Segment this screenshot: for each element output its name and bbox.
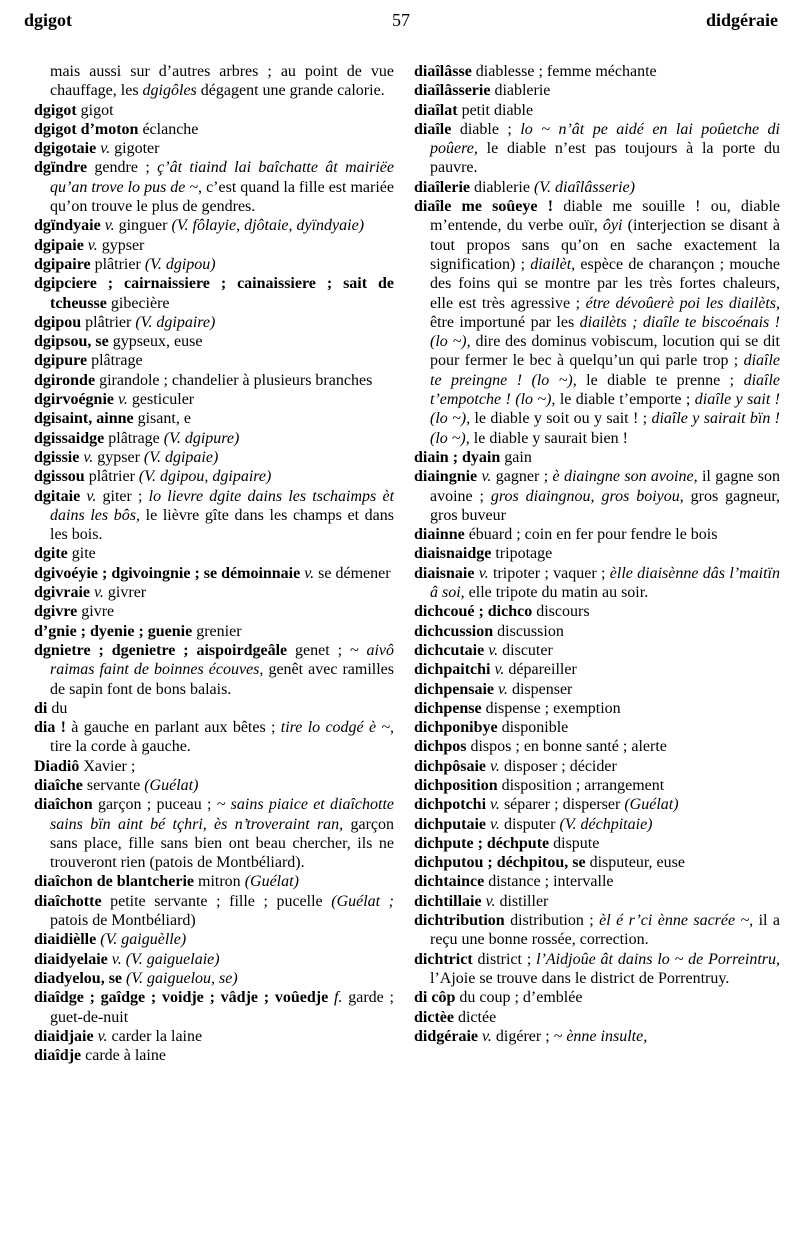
definition-text: il a reçu une bonne rossée, correction. bbox=[430, 912, 780, 949]
italic-text: ~ sains piaice et diaîchotte sains bïn aint bé tçhri, ès n’troveraint ran, bbox=[50, 796, 394, 833]
headword: dichpense bbox=[414, 699, 482, 717]
headword: dichtribution bbox=[414, 912, 505, 930]
headword: dgite bbox=[34, 545, 68, 563]
definition-text: du bbox=[47, 699, 68, 717]
italic-text: v. bbox=[490, 757, 500, 775]
definition-text: givrer bbox=[103, 584, 147, 602]
definition-text: plâtrier bbox=[84, 468, 139, 486]
dictionary-entry bbox=[414, 892, 780, 911]
headword: didgéraie bbox=[414, 1027, 478, 1045]
headword: dgivoéyie ; dgivoingnie ; se démoinnaie bbox=[34, 564, 301, 582]
definition-text: gypser bbox=[93, 448, 144, 466]
headword: dgironde bbox=[34, 371, 96, 389]
headword: dgissaidge bbox=[34, 429, 105, 447]
italic-text: (V. déchpitaie) bbox=[559, 815, 653, 833]
definition-text: gain bbox=[500, 448, 532, 466]
definition-text: ébuard ; coin en fer pour fendre le bois bbox=[464, 526, 718, 544]
header-first-entry: dgigot bbox=[24, 10, 73, 30]
italic-text: v. bbox=[97, 1027, 108, 1045]
definition-text: gigoter bbox=[110, 140, 160, 158]
italic-text: (V. gaiguelou, se) bbox=[126, 969, 238, 987]
definition-text: district ; bbox=[472, 950, 537, 968]
headword: dgitaie bbox=[34, 487, 81, 505]
italic-text: (Guélat) bbox=[244, 873, 299, 891]
dictionary-entry bbox=[34, 101, 394, 120]
headword: dichponibye bbox=[414, 719, 498, 737]
headword: dgipou bbox=[34, 313, 82, 331]
definition-text: digérer ; bbox=[491, 1027, 554, 1045]
dictionary-entry bbox=[34, 602, 394, 621]
dictionary-entry bbox=[34, 622, 394, 641]
headword: diaîlerie bbox=[414, 178, 470, 196]
italic-text: ç’ât tiaind lai baîchatte ât mairiëe qu’an trove lo pus de ~, bbox=[50, 159, 394, 196]
dictionary-entry bbox=[414, 660, 780, 679]
headword: diaîche bbox=[34, 776, 83, 794]
dictionary-entry bbox=[414, 680, 780, 699]
definition-text: dégagent une grande calorie. bbox=[196, 82, 385, 100]
definition-text: Xavier ; bbox=[79, 757, 136, 775]
dictionary-entry bbox=[414, 62, 780, 81]
headword: dgipsou, se bbox=[34, 333, 109, 351]
definition-text: tire la corde à gauche. bbox=[50, 738, 191, 756]
definition-text: garde ; guet-de-nuit bbox=[50, 989, 394, 1026]
dictionary-entry bbox=[34, 950, 394, 969]
italic-text: (V. diaîlâsserie) bbox=[533, 178, 635, 196]
dictionary-entry bbox=[34, 467, 394, 486]
dictionary-entry bbox=[414, 641, 780, 660]
italic-text: gros diaingnou, gros boiyou, bbox=[490, 487, 684, 505]
italic-text: (Guélat) bbox=[144, 776, 199, 794]
headword: diaisnaie bbox=[414, 564, 475, 582]
italic-text: (V. fôlayie, djôtaie, dyïndyaie) bbox=[171, 217, 365, 235]
headword: dgissie bbox=[34, 448, 80, 466]
italic-text: diaîle t’empotche ! (lo ~), bbox=[430, 371, 780, 409]
headword: diaidyelaie bbox=[34, 950, 108, 968]
page-number: 57 bbox=[392, 10, 410, 30]
dictionary-entry bbox=[34, 255, 394, 274]
definition-text: disputer bbox=[499, 815, 560, 833]
headword: dgirvoégnie bbox=[34, 391, 114, 409]
headword: diaidièlle bbox=[34, 931, 97, 949]
italic-text: v. bbox=[498, 680, 508, 698]
italic-text: èlle diaisènne dâs l’maitïn â soi, bbox=[430, 564, 780, 602]
dictionary-entry bbox=[34, 371, 394, 390]
headword: dia ! bbox=[34, 719, 66, 737]
definition-text: le diable n’est pas toujours à la porte du pauvre. bbox=[430, 140, 780, 177]
dictionary-entry bbox=[34, 544, 394, 563]
definition-text: du coup ; d’emblée bbox=[455, 989, 583, 1007]
headword: diaisnaidge bbox=[414, 545, 492, 563]
headword: diain ; dyain bbox=[414, 448, 501, 466]
definition-text: l’Ajoie se trouve dans le district de Porrentruy. bbox=[430, 969, 730, 987]
definition-text: dire des dominus vobiscum, locution qui se dit pour fermer le bec à quelqu’un qui parle trop ; bbox=[430, 333, 780, 370]
definition-text: se démener bbox=[314, 564, 391, 582]
definition-text: plâtrier bbox=[81, 313, 136, 331]
definition-text: disponible bbox=[497, 719, 569, 737]
italic-text: v. bbox=[83, 448, 94, 466]
dictionary-entry bbox=[414, 795, 780, 814]
headword: dichtrict bbox=[414, 950, 473, 968]
headword: dgipciere ; cairnaissiere ; cainaissiere ; sait de tcheusse bbox=[34, 275, 394, 312]
definition-text: disposer ; décider bbox=[499, 757, 617, 775]
italic-text: (V. dgipou, dgipaire) bbox=[138, 468, 272, 486]
definition-text: mais aussi sur d’autres arbres ; au point de vue chauffage, les bbox=[50, 63, 394, 100]
dictionary-entry bbox=[414, 718, 780, 737]
italic-text: v. (V. gaiguelaie) bbox=[111, 950, 220, 968]
headword: diainne bbox=[414, 526, 465, 544]
italic-text: v. bbox=[478, 564, 489, 582]
definition-text: genêt avec ramilles de sapin font de bons balais. bbox=[50, 661, 395, 698]
left-column bbox=[34, 62, 394, 1065]
definition-text: diablerie bbox=[469, 178, 534, 196]
headword: dichpute ; déchpute bbox=[414, 834, 550, 852]
dictionary-entry bbox=[414, 950, 780, 989]
dictionary-entry bbox=[414, 622, 780, 641]
dictionary-entry bbox=[414, 564, 780, 603]
italic-text: diailèts ; diaîle te biscoénais ! (lo ~), bbox=[430, 313, 781, 351]
definition-text: servante bbox=[82, 776, 145, 794]
italic-text: v. bbox=[86, 487, 97, 505]
italic-text: tire lo codgé è ~, bbox=[280, 719, 395, 737]
headword: dgivre bbox=[34, 603, 78, 621]
headword: dichputaie bbox=[414, 815, 487, 833]
definition-text: espèce de charançon ; mouche des foins qui se montre par les très fortes chaleurs, elle est très agressive ; bbox=[430, 255, 781, 312]
definition-text: plâtrage bbox=[87, 352, 143, 370]
italic-text: ~ ènne insulte, bbox=[553, 1027, 648, 1045]
dictionary-entry bbox=[34, 332, 394, 351]
italic-text: (V. dgipaire) bbox=[135, 313, 216, 331]
italic-text: lo lievre dgite dains les tschaimps èt dains les bôs, bbox=[50, 487, 395, 524]
headword: diaîle bbox=[414, 120, 452, 138]
headword: dgivraie bbox=[34, 584, 90, 602]
dictionary-entry bbox=[34, 351, 394, 370]
dictionary-entry bbox=[414, 815, 780, 834]
dictionary-entry bbox=[34, 216, 394, 235]
dictionary-entry bbox=[34, 795, 394, 872]
headword: dgïndyaie bbox=[34, 217, 101, 235]
definition-text: dispense ; exemption bbox=[481, 699, 621, 717]
headword: dgissou bbox=[34, 468, 85, 486]
dictionary-entry bbox=[414, 853, 780, 872]
dictionary-entry bbox=[34, 448, 394, 467]
italic-text: v. bbox=[485, 892, 496, 910]
headword: dgïndre bbox=[34, 159, 88, 177]
definition-text: dispos ; en bonne santé ; alerte bbox=[466, 738, 667, 756]
definition-text: elle tripote du matin au soir. bbox=[464, 584, 649, 602]
dictionary-entry bbox=[414, 776, 780, 795]
italic-text: ~ aivô raimas faint de boinnes écouves, bbox=[50, 641, 395, 679]
definition-text: distribution ; bbox=[504, 912, 600, 930]
italic-text: v. bbox=[304, 564, 315, 582]
definition-text: à gauche en parlant aux bêtes ; bbox=[65, 719, 281, 737]
right-column bbox=[414, 62, 780, 1046]
headword: dichcoué ; dichco bbox=[414, 603, 533, 621]
definition-text: le diable te prenne ; bbox=[576, 371, 744, 389]
headword: dichcutaie bbox=[414, 641, 485, 659]
dictionary-entry bbox=[414, 988, 780, 1007]
headword: diaingnie bbox=[414, 468, 478, 486]
definition-text: giter ; bbox=[96, 487, 149, 505]
definition-text: distance ; intervalle bbox=[484, 873, 614, 891]
definition-text: gibecière bbox=[106, 294, 170, 312]
dictionary-entry bbox=[414, 467, 780, 525]
headword: dichcussion bbox=[414, 622, 494, 640]
dictionary-entry bbox=[414, 197, 780, 448]
headword: dichpos bbox=[414, 738, 467, 756]
definition-text: disputeur, euse bbox=[585, 854, 685, 872]
definition-text: diable me souille ! ou, diable m’entende, du verbe ouïr, bbox=[430, 198, 781, 235]
italic-text: f. bbox=[334, 989, 343, 1007]
definition-text: diable ; bbox=[451, 120, 521, 138]
headword: dichtaince bbox=[414, 873, 485, 891]
dictionary-entry bbox=[34, 409, 394, 428]
headword: d’gnie ; dyenie ; guenie bbox=[34, 622, 193, 640]
definition-text: tripotage bbox=[491, 545, 553, 563]
dictionary-entry bbox=[34, 988, 394, 1027]
definition-text: gagner ; bbox=[491, 468, 553, 486]
dictionary-entry bbox=[34, 930, 394, 949]
definition-text: le diable t’emporte ; bbox=[555, 391, 695, 409]
headword: dichpotchi bbox=[414, 796, 487, 814]
definition-text: mitron bbox=[194, 873, 245, 891]
dictionary-entry bbox=[34, 583, 394, 602]
italic-text: (V. gaiguèlle) bbox=[100, 931, 187, 949]
dictionary-entry bbox=[34, 718, 394, 757]
definition-text: gypseux, euse bbox=[108, 333, 203, 351]
definition-text: dictée bbox=[453, 1008, 497, 1026]
italic-text: dgigôles bbox=[142, 82, 197, 100]
dictionary-entry bbox=[34, 564, 394, 583]
definition-text: discours bbox=[532, 603, 590, 621]
definition-text: petite servante ; fille ; pucelle bbox=[101, 892, 332, 910]
dictionary-entry bbox=[34, 872, 394, 891]
definition-text: le diable y saurait bien ! bbox=[469, 429, 628, 447]
dictionary-entry bbox=[34, 757, 394, 776]
dictionary-entry bbox=[34, 313, 394, 332]
definition-text: gite bbox=[67, 545, 96, 563]
definition-text: grenier bbox=[192, 622, 242, 640]
headword: dgipure bbox=[34, 352, 88, 370]
dictionary-entry bbox=[34, 158, 394, 216]
definition-text: gesticuler bbox=[127, 391, 195, 409]
definition-text: séparer ; disperser bbox=[499, 796, 625, 814]
headword: dgipaire bbox=[34, 255, 91, 273]
dictionary-entry bbox=[34, 776, 394, 795]
italic-text: v. bbox=[100, 140, 111, 158]
headword: diadyelou, se bbox=[34, 969, 123, 987]
italic-text: (V. dgipou) bbox=[144, 255, 216, 273]
italic-text: diailèt, bbox=[530, 255, 576, 273]
dictionary-entry bbox=[414, 178, 780, 197]
italic-text: v. bbox=[87, 236, 98, 254]
italic-text: diaîle te preingne ! (lo ~), bbox=[430, 352, 780, 389]
definition-text: dépareiller bbox=[504, 661, 577, 679]
definition-text: carder la laine bbox=[107, 1027, 203, 1045]
italic-text: v. bbox=[482, 1027, 492, 1045]
headword: dgipaie bbox=[34, 236, 84, 254]
definition-text: petit diable bbox=[457, 101, 534, 119]
italic-text: v. bbox=[494, 661, 505, 679]
definition-text: garçon sans place, fille sans bien ont beau chercher, ils ne trouveront rien (patois de Montbéliard). bbox=[50, 815, 395, 872]
definition-text: discussion bbox=[493, 622, 564, 640]
headword: diaîlat bbox=[414, 101, 458, 119]
dictionary-entry bbox=[414, 1008, 780, 1027]
italic-text: étre dévoûerè poi les diailèts, bbox=[585, 294, 780, 312]
definition-text: carde à laine bbox=[81, 1047, 166, 1065]
definition-text: gypser bbox=[97, 236, 145, 254]
dictionary-entry bbox=[414, 525, 780, 544]
italic-text: v. bbox=[490, 815, 500, 833]
definition-text: ginguer bbox=[114, 217, 172, 235]
headword: diaîlâsse bbox=[414, 63, 472, 80]
italic-text: èl é r’ci ènne sacrée ~, bbox=[599, 912, 754, 930]
definition-text: éclanche bbox=[138, 120, 199, 138]
dictionary-entry bbox=[414, 834, 780, 853]
definition-text: il gagne son avoine ; bbox=[430, 468, 781, 505]
dictionary-entry bbox=[414, 448, 780, 467]
definition-text: discuter bbox=[498, 641, 553, 659]
definition-text: gisant, e bbox=[133, 410, 191, 428]
dictionary-entry bbox=[34, 236, 394, 255]
dictionary-entry bbox=[414, 911, 780, 950]
italic-text: v. bbox=[118, 391, 128, 409]
definition-text: tripoter ; vaquer ; bbox=[488, 564, 610, 582]
italic-text: v. bbox=[488, 641, 499, 659]
definition-text: distiller bbox=[495, 892, 549, 910]
dictionary-entry bbox=[34, 487, 394, 545]
italic-text: (Guélat) bbox=[624, 796, 679, 814]
definition-text: diablerie bbox=[490, 82, 551, 100]
dictionary-entry bbox=[34, 641, 394, 699]
headword: dichposition bbox=[414, 776, 498, 794]
headword: dichpôsaie bbox=[414, 757, 487, 775]
dictionary-entry bbox=[34, 120, 394, 139]
headword: di bbox=[34, 699, 48, 717]
italic-text: v. bbox=[104, 217, 115, 235]
dictionary-entry bbox=[34, 429, 394, 448]
definition-text: le diable y soit ou y sait ! ; bbox=[470, 410, 652, 428]
dictionary-entry bbox=[34, 1046, 394, 1065]
definition-text: dispenser bbox=[507, 680, 573, 698]
dictionary-entry bbox=[414, 1027, 780, 1046]
definition-text: patois de Montbéliard) bbox=[50, 912, 196, 930]
definition-text: dispute bbox=[549, 834, 600, 852]
headword: dichtillaie bbox=[414, 892, 482, 910]
header-last-entry: didgéraie bbox=[706, 10, 778, 30]
headword: dictèe bbox=[414, 1008, 454, 1026]
headword: dgigot bbox=[34, 101, 77, 119]
definition-text: diablesse ; femme méchante bbox=[471, 63, 657, 80]
dictionary-entry bbox=[34, 274, 394, 313]
headword: diaîlâsserie bbox=[414, 82, 491, 100]
italic-text: l’Aidjoûe ât dains lo ~ de Porreintru, bbox=[536, 950, 780, 968]
italic-text: diaîle y sairait bïn ! (lo ~), bbox=[430, 410, 781, 447]
definition-text: genet ; bbox=[287, 641, 350, 659]
dictionary-entry bbox=[34, 390, 394, 409]
page-header bbox=[24, 10, 778, 32]
headword: diaîchon de blantcherie bbox=[34, 873, 195, 891]
definition-text: le lièvre gîte dans les champs et dans les bois. bbox=[50, 506, 395, 544]
headword: dichputou ; déchpitou, se bbox=[414, 854, 586, 872]
definition-text: gendre ; bbox=[87, 159, 158, 177]
dictionary-entry bbox=[34, 969, 394, 988]
italic-text: v. bbox=[481, 468, 492, 486]
dictionary-entry bbox=[34, 139, 394, 158]
italic-text: (V. dgipure) bbox=[163, 429, 240, 447]
headword: diaidjaie bbox=[34, 1027, 94, 1045]
dictionary-entry bbox=[414, 81, 780, 100]
italic-text: (V. dgipaie) bbox=[143, 448, 219, 466]
italic-text: ôyi bbox=[602, 217, 623, 235]
definition-text: c’est quand la fille est mariée qu’on trouve le plus de gendres. bbox=[50, 178, 394, 216]
definition-text: plâtrier bbox=[90, 255, 145, 273]
dictionary-entry bbox=[414, 544, 780, 563]
headword: dgisaint, ainne bbox=[34, 410, 134, 428]
dictionary-entry bbox=[34, 892, 394, 931]
definition-text: gros gagneur, gros buveur bbox=[430, 487, 781, 524]
definition-text: garçon ; puceau ; bbox=[92, 796, 217, 814]
dictionary-entry bbox=[414, 872, 780, 891]
headword: dichpensaie bbox=[414, 680, 495, 698]
dictionary-entry bbox=[414, 101, 780, 120]
headword: diaîchon bbox=[34, 796, 93, 814]
dictionary-entry bbox=[414, 737, 780, 756]
dictionary-entry bbox=[414, 602, 780, 621]
italic-text: lo ~ n’ât pe aidé en lai poûetche di poûere, bbox=[430, 120, 780, 158]
definition-text: givre bbox=[77, 603, 115, 621]
definition-text: girandole ; chandelier à plusieurs branches bbox=[95, 371, 373, 389]
italic-text: v. bbox=[490, 796, 500, 814]
definition-text: être importuné par les bbox=[430, 313, 580, 331]
headword: dgnietre ; dgenietre ; aispoirdgeâle bbox=[34, 641, 288, 659]
italic-text: v. bbox=[94, 584, 104, 602]
dictionary-entry bbox=[34, 1027, 394, 1046]
italic-text: è diaingne son avoine, bbox=[552, 468, 698, 486]
dictionary-entry bbox=[34, 62, 394, 101]
headword: di côp bbox=[414, 989, 456, 1007]
dictionary-entry bbox=[34, 699, 394, 718]
definition-text: disposition ; arrangement bbox=[497, 776, 665, 794]
headword: diaîchotte bbox=[34, 892, 102, 910]
headword: dichpaitchi bbox=[414, 661, 491, 679]
italic-text: (Guélat ; bbox=[331, 892, 395, 910]
headword: dgigot d’moton bbox=[34, 120, 139, 138]
dictionary-entry bbox=[414, 699, 780, 718]
headword: dgigotaie bbox=[34, 140, 97, 158]
headword: diaîle me soûeye ! bbox=[414, 198, 554, 216]
definition-text: gigot bbox=[76, 101, 114, 119]
headword: diaîdge ; gaîdge ; voidje ; vâdje ; voûedje bbox=[34, 989, 329, 1007]
headword: diaîdje bbox=[34, 1047, 82, 1065]
headword: Diadiô bbox=[34, 757, 80, 775]
dictionary-entry bbox=[414, 120, 780, 178]
definition-text: (interjection se disant à tout propos sans qu’on en sache exactement la signification) ; bbox=[430, 217, 780, 273]
definition-text: plâtrage bbox=[104, 429, 164, 447]
dictionary-entry bbox=[414, 757, 780, 776]
italic-text: diaîle y sait ! (lo ~), bbox=[430, 391, 781, 428]
